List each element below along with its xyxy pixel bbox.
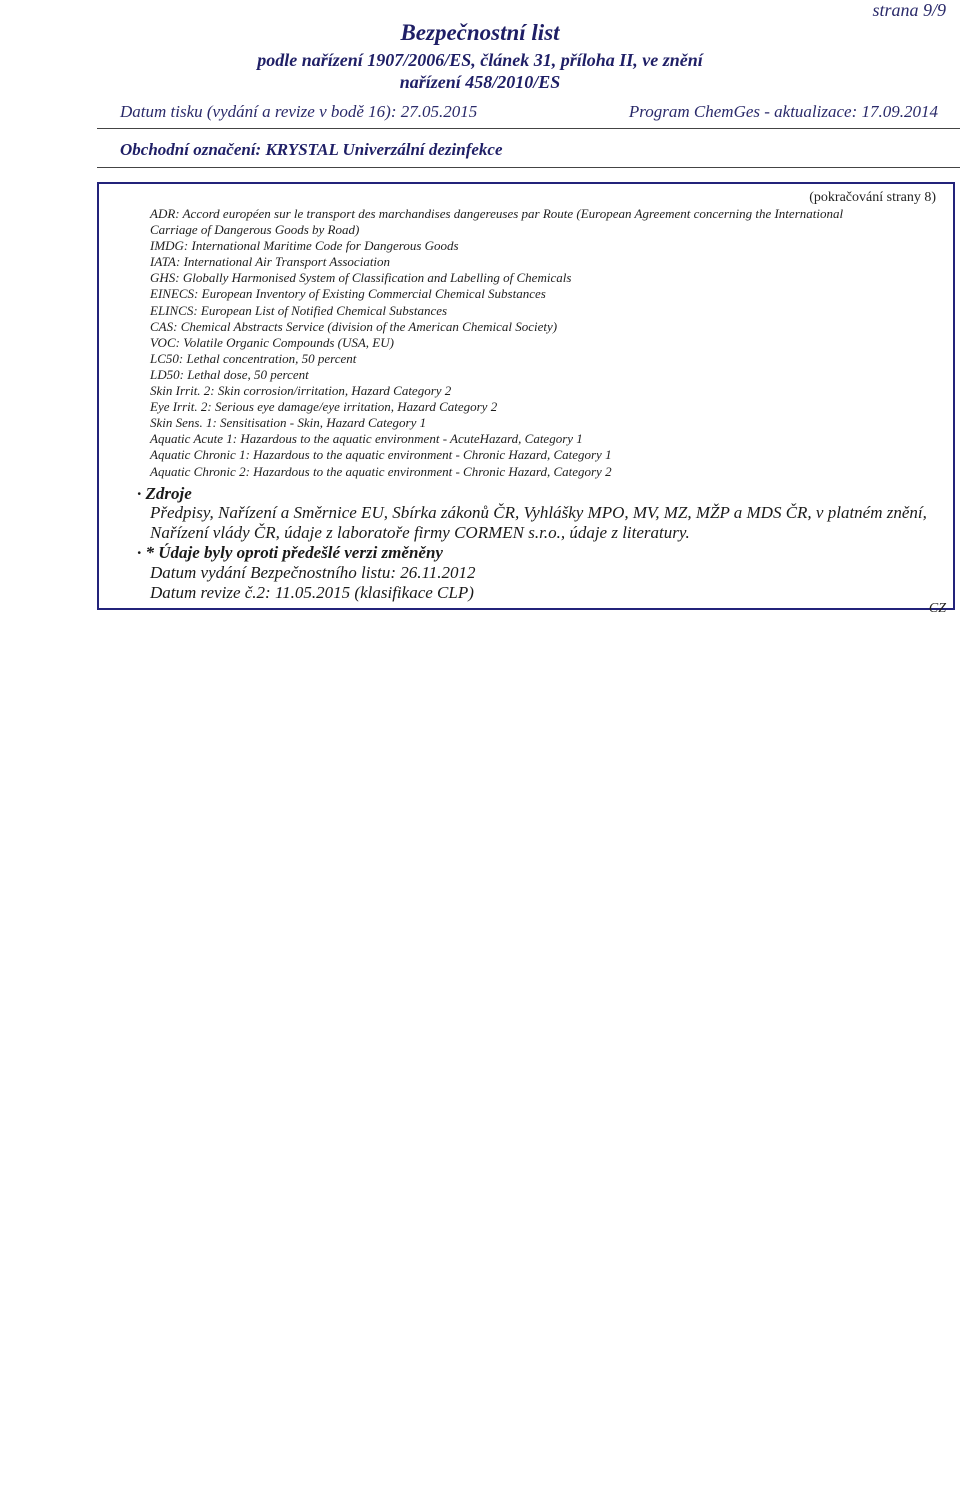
language-code: CZ <box>928 601 946 616</box>
regulation-subtitle: podle nařízení 1907/2006/ES, článek 31, příloha II, ve znění <box>257 50 703 70</box>
abbreviation-line: CAS: Chemical Abstracts Service (division of the American Chemical Society) <box>150 318 558 334</box>
continuation-note: (pokračování strany 8) <box>809 190 936 205</box>
sources-text: Předpisy, Nařízení a Směrnice EU, Sbírka zákonů ČR, Vyhlášky MPO, MV, MZ, MŽP a MDS ČR, v platném znění, Nařízení vlády ČR, údaje z laboratoře firmy CORMEN s.r.o., údaje z literatury. <box>150 503 927 542</box>
abbreviation-line: LD50: Lethal dose, 50 percent <box>150 366 309 382</box>
abbreviation-line: Aquatic Acute 1: Hazardous to the aquatic environment - AcuteHazard, Category 1 <box>150 431 583 447</box>
abbreviation-line: LC50: Lethal concentration, 50 percent <box>150 350 357 366</box>
abbreviation-line: IMDG: International Maritime Code for Dangerous Goods <box>150 238 459 254</box>
abbreviation-line: EINECS: European Inventory of Existing Commercial Chemical Substances <box>150 286 546 302</box>
program-version: Program ChemGes - aktualizace: 17.09.2014 <box>628 102 938 121</box>
print-date: Datum tisku (vydání a revize v bodě 16): 27.05.2015 <box>120 102 478 121</box>
revision-date: Datum revize č.2: 11.05.2015 (klasifikace CLP) <box>150 583 474 602</box>
page-number: strana 9/9 <box>872 0 946 20</box>
abbreviation-line: IATA: International Air Transport Association <box>150 254 391 270</box>
abbreviation-line: ELINCS: European List of Notified Chemical Substances <box>150 302 448 318</box>
abbreviation-line: Aquatic Chronic 2: Hazardous to the aquatic environment - Chronic Hazard, Category 2 <box>150 463 612 479</box>
abbreviation-line: Skin Irrit. 2: Skin corrosion/irritation, Hazard Category 2 <box>150 383 452 399</box>
trade-name-divider <box>97 167 960 168</box>
document-title: Bezpečnostní list <box>400 20 560 45</box>
changes-heading: · * Údaje byly oproti předešlé verzi změněny <box>137 543 443 562</box>
abbreviation-list <box>150 206 945 480</box>
sources-heading: · Zdroje <box>137 484 192 503</box>
issue-date: Datum vydání Bezpečnostního listu: 26.11.2012 <box>150 563 476 582</box>
regulation-amendment: nařízení 458/2010/ES <box>399 72 561 92</box>
abbreviation-line: Aquatic Chronic 1: Hazardous to the aquatic environment - Chronic Hazard, Category 1 <box>150 447 612 463</box>
abbreviation-line: Skin Sens. 1: Sensitisation - Skin, Hazard Category 1 <box>150 415 427 431</box>
abbreviation-line: GHS: Globally Harmonised System of Classification and Labelling of Chemicals <box>150 270 572 286</box>
abbreviation-line: ADR: Accord européen sur le transport des marchandises dangereuses par Route (European Agreement concerning the International <box>150 206 844 221</box>
header-divider <box>97 128 960 129</box>
trade-name: Obchodní označení: KRYSTAL Univerzální dezinfekce <box>120 140 503 159</box>
abbreviation-line: Eye Irrit. 2: Serious eye damage/eye irritation, Hazard Category 2 <box>150 399 498 415</box>
abbreviation-line: Carriage of Dangerous Goods by Road) <box>150 222 360 238</box>
abbreviation-line: VOC: Volatile Organic Compounds (USA, EU) <box>150 334 394 350</box>
